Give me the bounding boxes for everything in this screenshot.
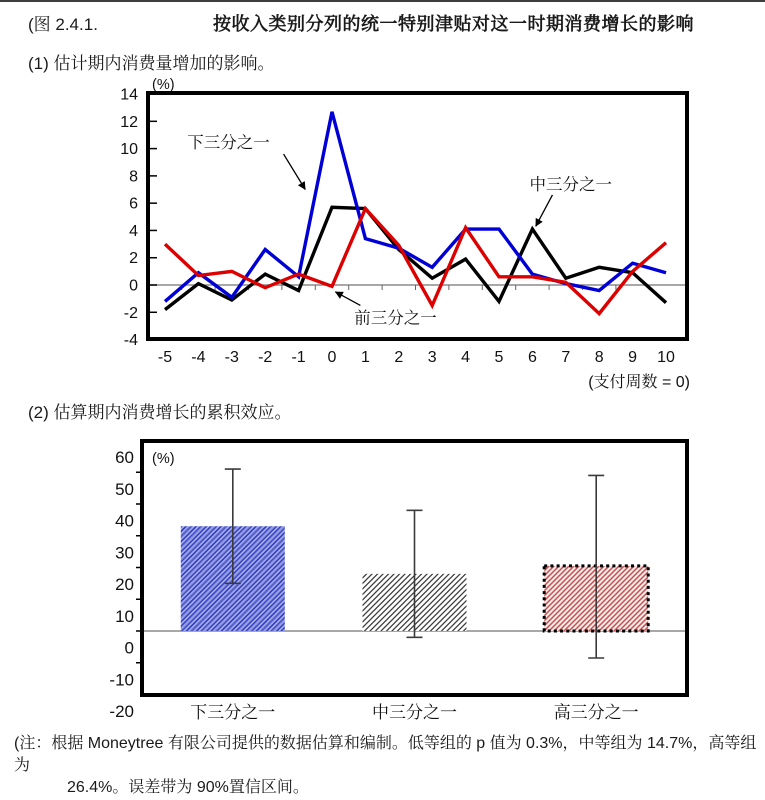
x-tick-label: -5 [157, 349, 173, 366]
panel2-unit-label: (%) [152, 451, 175, 467]
x-tick-label: -2 [258, 349, 273, 366]
footnote-line2: 26.4%。误差带为 90%置信区间。 [67, 779, 309, 796]
footnote-line1: (注：根据 Moneytree 有限公司提供的数据估算和编制。低等组的 p 值为 0.3%，中等组为 14.7%，高等组为 [14, 735, 757, 774]
y-tick-label: 40 [115, 511, 134, 531]
figure-title: 按收入类别分列的统一特别津贴对这一时期消费增长的影响 [213, 14, 694, 34]
y-tick-label: 2 [129, 250, 138, 268]
x-axis-note: (支付周数 = 0) [588, 374, 690, 391]
y-tick-label: 4 [129, 222, 138, 240]
x-tick-label: 1 [360, 349, 370, 366]
category-label-0: 下三分之一 [190, 703, 276, 722]
panel1-heading: (1) 估计期内消费量增加的影响。 [28, 54, 275, 73]
x-tick-label: -3 [224, 349, 239, 366]
figure-number: (图 2.4.1. [28, 15, 98, 34]
x-tick-label: 6 [527, 349, 537, 366]
y-tick-label: 10 [115, 606, 134, 626]
y-tick-label: 14 [120, 86, 138, 104]
x-tick-label: 8 [594, 349, 604, 366]
y-tick-label: 50 [115, 479, 134, 499]
x-tick-label: 4 [461, 349, 471, 366]
panel2-heading: (2) 估算期内消费增长的累积效应。 [28, 403, 292, 422]
series-annotation-2: 前三分之一 [354, 309, 437, 328]
y-tick-label: -20 [109, 702, 134, 721]
footnote [14, 733, 758, 799]
y-tick-label: 30 [115, 543, 134, 563]
y-tick-label: 10 [120, 141, 138, 159]
y-tick-label: 20 [115, 575, 134, 594]
panel1-unit-label: (%) [152, 77, 175, 93]
x-tick-label: 0 [327, 349, 337, 366]
x-tick-label: 5 [494, 349, 504, 366]
x-tick-label: 7 [561, 349, 571, 366]
series-annotation-1: 中三分之一 [529, 176, 613, 195]
x-tick-label: -1 [291, 349, 306, 366]
y-tick-label: 6 [129, 195, 138, 213]
y-tick-label: -2 [123, 304, 138, 322]
y-tick-label: 8 [129, 168, 138, 186]
y-tick-label: -10 [109, 670, 134, 690]
y-tick-label: -4 [123, 332, 138, 350]
x-tick-label: -4 [191, 349, 206, 366]
x-tick-label: 3 [427, 349, 437, 366]
y-tick-label: 12 [120, 113, 138, 131]
category-label-1: 中三分之一 [372, 703, 457, 722]
x-tick-label: 9 [628, 349, 638, 366]
series-annotation-0: 下三分之一 [187, 133, 270, 152]
y-tick-label: 0 [124, 638, 134, 658]
y-tick-label: 0 [129, 277, 138, 295]
x-tick-label: 2 [394, 349, 404, 366]
category-label-2: 高三分之一 [553, 703, 639, 722]
y-tick-label: 60 [115, 448, 134, 467]
x-tick-label: 10 [657, 349, 675, 366]
